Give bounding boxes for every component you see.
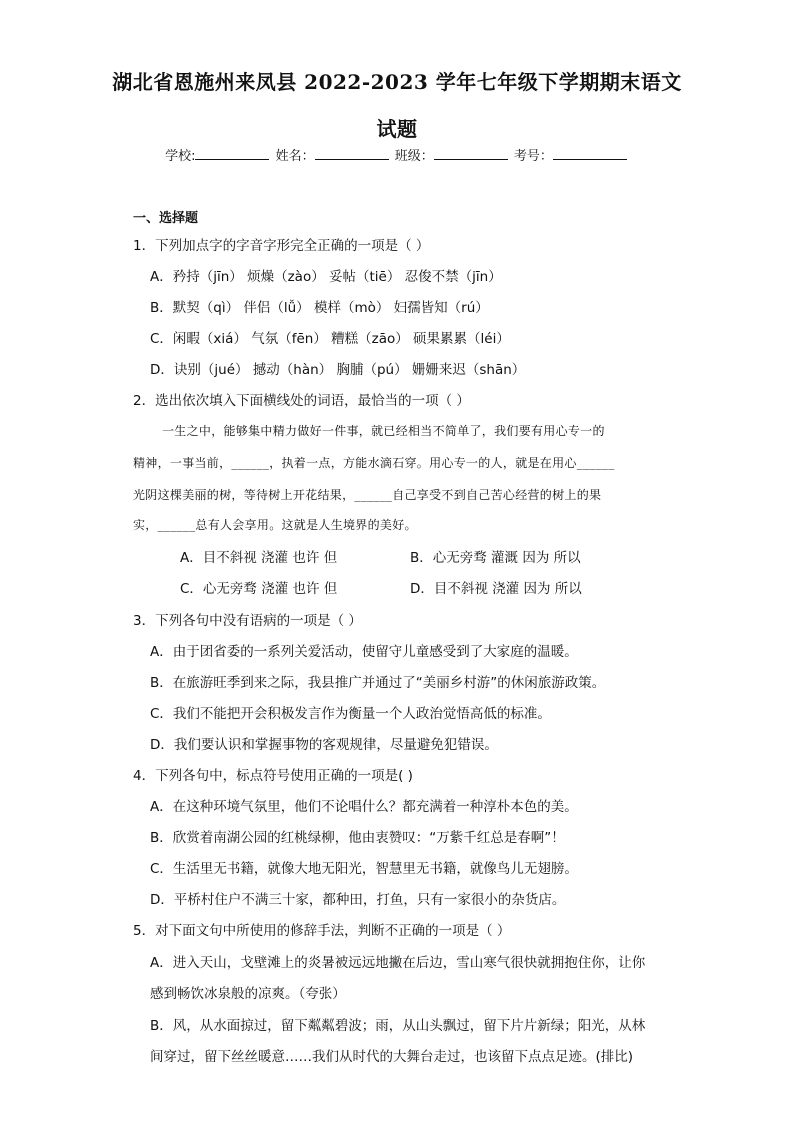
q2-passage-line-2: 精神，一事当前，______，执着一点，方能水滴石穿。用心专一的人，就是在用心______ [133,456,615,470]
section-heading: 一、选择题 [133,211,199,226]
q1-option-c: C．闲暇（xiá） 气氛（fēn） 糟糕（zāo） 硕果累累（léi） [150,331,510,347]
student-info-row [0,145,794,164]
class-label: 班级： [394,149,434,164]
q5-option-b-line-2: 间穿过，留下丝丝暖意……我们从时代的大舞台走过，也该留下点点足迹。(排比) [150,1049,634,1065]
q2-option-a: A．目不斜视 浇灌 也许 但 [180,550,338,566]
school-label: 学校: [165,149,196,164]
name-label: 姓名： [275,149,315,164]
q5-option-b-line-1: B．风，从水面掠过，留下粼粼碧波；雨，从山头飘过，留下片片新绿；阳光，从林 [150,1018,646,1034]
q3-option-d: D．我们要认识和掌握事物的客观规律，尽量避免犯错误。 [150,737,498,753]
q1-stem: 1．下列加点字的字音字形完全正确的一项是（ ） [133,238,430,254]
q2-passage-line-4: 实，______总有人会享用。这就是人生境界的美好。 [133,518,417,532]
q1-option-b: B．默契（qì） 伴侣（lǚ） 模样（mò） 妇孺皆知（rú） [150,300,489,316]
q1-option-a: A．矜持（jīn） 烦燥（zào） 妥帖（tiē） 忍俊不禁（jīn） [150,269,502,285]
class-blank [434,147,508,160]
q1-option-d: D．诀别（jué） 撼动（hàn） 胸脯（pú） 姗姗来迟（shān） [150,362,526,378]
q5-option-a-line-2: 感到畅饮冰泉般的凉爽。（夸张） [150,986,346,1002]
q2-passage-line-3: 光阴这棵美丽的树，等待树上开花结果，______自己享受不到自己苦心经营的树上的果 [133,488,602,502]
q3-option-b: B．在旅游旺季到来之际，我县推广并通过了“美丽乡村游”的休闲旅游政策。 [150,675,606,691]
name-blank [315,147,389,160]
q4-option-c: C．生活里无书籍，就像大地无阳光，智慧里无书籍，就像鸟儿无翅膀。 [150,861,578,877]
q3-stem: 3．下列各句中没有语病的一项是（ ） [133,613,362,629]
school-blank [195,147,269,160]
q2-passage-line-1: 一生之中，能够集中精力做好一件事，就已经相当不简单了，我们要有用心专一的 [162,424,605,438]
q2-stem: 2．选出依次填入下面横线处的词语，最恰当的一项（ ） [133,393,470,409]
q2-option-c: C．心无旁骛 浇灌 也许 但 [180,581,338,597]
exam-no-blank [553,147,627,160]
title-line-2: 试题 [376,117,418,141]
q2-option-b: B．心无旁骛 灌溉 因为 所以 [410,550,581,566]
q3-option-c: C．我们不能把开会积极发言作为衡量一个人政治觉悟高低的标准。 [150,706,551,722]
q5-option-a-line-1: A．进入天山，戈壁滩上的炎暑被远远地撇在后边，雪山寒气很快就拥抱住你，让你 [150,955,646,971]
q4-option-a: A．在这种环境气氛里，他们不论唱什么？都充满着一种淳朴本色的美。 [150,799,578,815]
q2-option-d: D．目不斜视 浇灌 因为 所以 [410,581,582,597]
q4-option-b: B．欣赏着南湖公园的红桃绿柳，他由衷赞叹：“万紫千红总是春啊”！ [150,830,565,846]
q4-option-d: D．平桥村住户不满三十家，都种田，打鱼，只有一家很小的杂货店。 [150,892,566,908]
exam-no-label: 考号： [513,149,553,164]
q5-stem: 5．对下面文句中所使用的修辞手法，判断不正确的一项是（ ） [133,923,511,939]
q3-option-a: A．由于团省委的一系列关爱活动，使留守儿童感受到了大家庭的温暖。 [150,644,578,660]
title-line-1: 湖北省恩施州来凤县 2022-2023 学年七年级下学期期末语文 [112,70,682,94]
q4-stem: 4．下列各句中，标点符号使用正确的一项是( ) [133,768,413,784]
